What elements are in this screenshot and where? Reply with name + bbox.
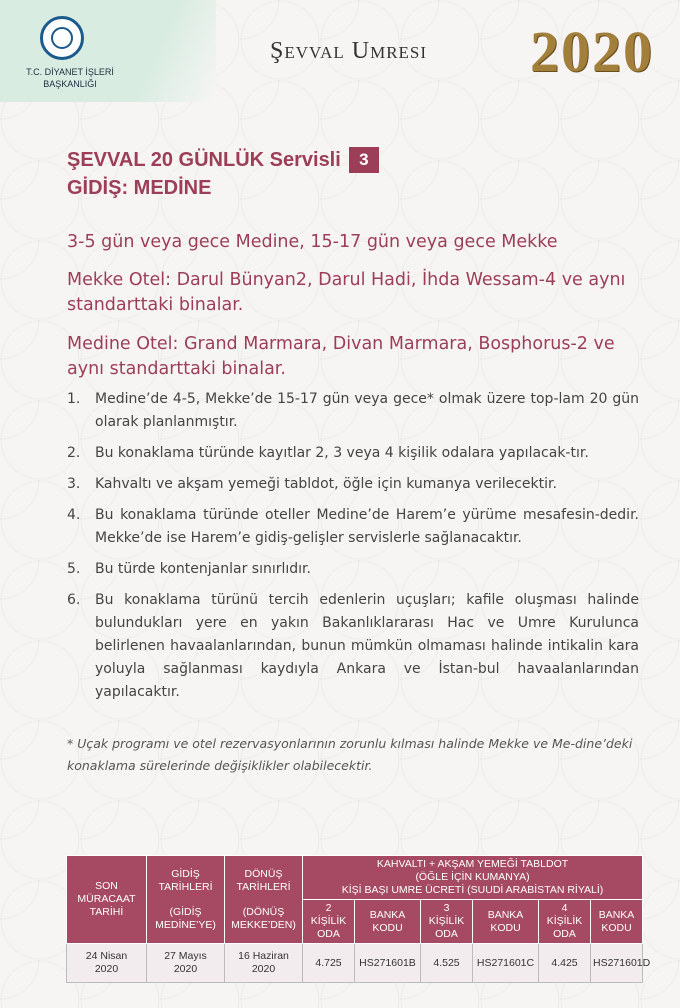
mecca-hotel-info: Mekke Otel: Darul Bünyan2, Darul Hadi, İhda Wessam-4 ve aynı standarttaki binalar. xyxy=(67,270,626,315)
deadline-cell: 24 Nisan 2020 xyxy=(67,944,147,983)
deadline-header: SON MÜRACAAT TARİHİ xyxy=(67,856,147,944)
room-4-header: 4 KİŞİLİK ODA xyxy=(539,900,591,944)
medina-hotel-info: Medine Otel: Grand Marmara, Divan Marmara, Bosphorus-2 ve aynı standarttaki binalar. xyxy=(67,334,615,379)
list-item: 1. Medine’de 4-5, Mekke’de 15-17 gün veya gece* olmak üzere top-lam 20 gün olarak planlanmıştır. xyxy=(67,391,639,430)
heading-line-1: ŞEVVAL 20 GÜNLÜK Servisli xyxy=(67,149,341,171)
code-2-cell: HS271601B xyxy=(355,944,421,983)
return-header: DÖNÜŞ TARİHLERİ (DÖNÜŞ MEKKE’DEN) xyxy=(225,856,303,944)
room-3-header: 3 KİŞİLİK ODA xyxy=(421,900,473,944)
organization-name xyxy=(10,66,130,90)
heading-line-2: GİDİŞ: MEDİNE xyxy=(67,177,212,199)
document-title: Şevval Umresi xyxy=(270,38,428,64)
list-item: 5. Bu türde kontenjanlar sınırlıdır. xyxy=(67,561,311,577)
bank-code-2-header: BANKA KODU xyxy=(355,900,421,944)
list-item: 3. Kahvaltı ve akşam yemeği tabldot, öğle için kumanya verilecektir. xyxy=(67,476,557,492)
conditions-list xyxy=(67,388,639,712)
price-2-cell: 4.725 xyxy=(303,944,355,983)
room-2-header: 2 KİŞİLİK ODA xyxy=(303,900,355,944)
bank-code-4-header: BANKA KODU xyxy=(591,900,643,944)
code-3-cell: HS271601C xyxy=(473,944,539,983)
package-heading xyxy=(67,146,379,202)
table-row xyxy=(67,944,643,983)
list-item: 6. Bu konaklama türünü tercih edenlerin uçuşları; kafile oluşması halinde bulundukları yere en yakın Bakanlıklararası Hac ve Umre Kurulunca belirlenen havaalanlarından, bunun mümkün olmaması halinde intikalin kara yoluyla sağlanması kaydıyla Ankara ve İstan-bul havaalanlarından yapılacaktır. xyxy=(67,592,639,700)
diyanet-seal-icon xyxy=(40,16,84,60)
price-table xyxy=(66,855,651,983)
org-line-2: BAŞKANLIĞI xyxy=(43,79,97,89)
price-4-cell: 4.425 xyxy=(539,944,591,983)
bank-code-3-header: BANKA KODU xyxy=(473,900,539,944)
departure-cell: 27 Mayıs 2020 xyxy=(147,944,225,983)
year: 2020 xyxy=(530,19,654,84)
list-item: 2. Bu konaklama türünde kayıtlar 2, 3 veya 4 kişilik odalara yapılacak-tır. xyxy=(67,445,589,461)
footnote: * Uçak programı ve otel rezervasyonlarının zorunlu kılması halinde Mekke ve Me-dine’deki konaklama sürelerinde değişiklikler olabilecektir. xyxy=(67,736,633,773)
price-3-cell: 4.525 xyxy=(421,944,473,983)
departure-header: GİDİŞ TARİHLERİ (GİDİŞ MEDİNE’YE) xyxy=(147,856,225,944)
duration-summary: 3-5 gün veya gece Medine, 15-17 gün veya gece Mekke xyxy=(67,232,558,252)
package-number-badge: 3 xyxy=(349,147,379,173)
price-group-header: KAHVALTI + AKŞAM YEMEĞİ TABLDOT (ÖĞLE İÇİN KUMANYA) KİŞİ BAŞI UMRE ÜCRETİ (SUUDİ ARABİSTAN RİYALİ) xyxy=(303,856,643,900)
return-cell: 16 Haziran 2020 xyxy=(225,944,303,983)
list-item: 4. Bu konaklama türünde oteller Medine’de Harem’e yürüme mesafesin-dedir. Mekke’de ise Harem’e gidiş-gelişler servislerle sağlanacaktır. xyxy=(67,507,639,546)
code-4-cell: HS271601D xyxy=(591,944,643,983)
org-line-1: T.C. DİYANET İŞLERİ xyxy=(26,67,114,77)
